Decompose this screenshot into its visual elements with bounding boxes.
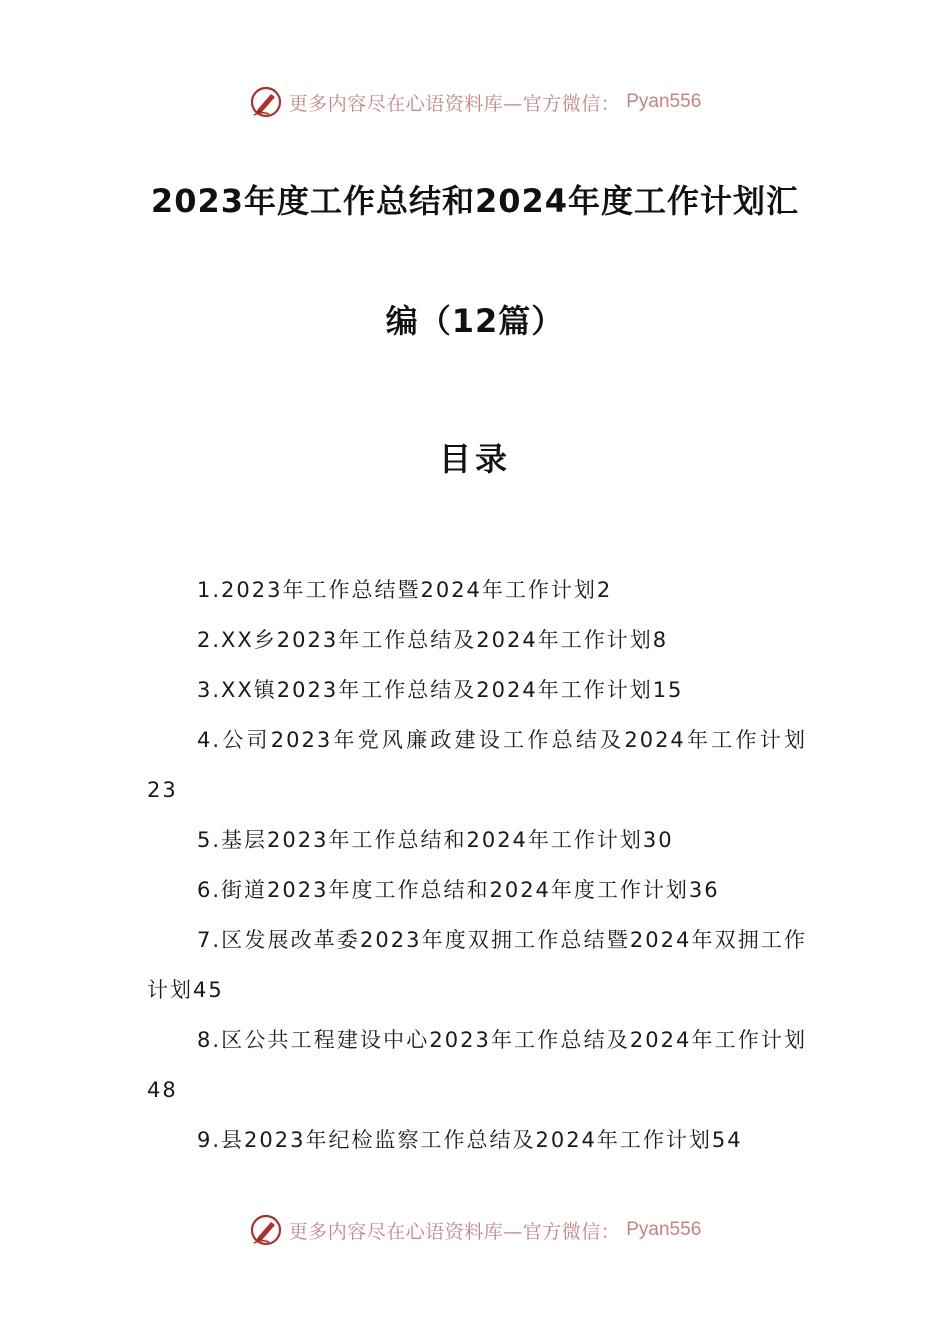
toc-item[interactable]: 1.2023年工作总结暨2024年工作计划2 [197, 578, 613, 602]
toc-item[interactable]: 7.区发展改革委2023年度双拥工作总结暨2024年双拥工作计划45 [147, 928, 807, 1002]
toc-item[interactable]: 9.县2023年纪检监察工作总结及2024年工作计划54 [197, 1128, 743, 1152]
document-title-line-2: 编（12篇） [385, 302, 565, 340]
toc-item[interactable]: 6.街道2023年度工作总结和2024年度工作计划36 [197, 878, 720, 902]
document-title-line-1: 2023年度工作总结和2024年度工作计划汇 [150, 182, 800, 220]
pen-logo-icon [249, 1213, 283, 1247]
banner-text: 更多内容尽在心语资料库—官方微信： [288, 1220, 621, 1243]
banner-wechat-id: Pyan556 [626, 1219, 702, 1240]
table-of-contents [147, 565, 807, 1165]
toc-item[interactable]: 3.XX镇2023年工作总结及2024年工作计划15 [197, 678, 684, 702]
pen-logo-icon [249, 85, 283, 119]
toc-item[interactable]: 5.基层2023年工作总结和2024年工作计划30 [197, 828, 674, 852]
toc-heading: 目录 [438, 440, 511, 478]
banner-wechat-id: Pyan556 [626, 91, 702, 112]
footer-banner [0, 1210, 950, 1250]
banner-text: 更多内容尽在心语资料库—官方微信： [288, 92, 621, 115]
header-banner [0, 82, 950, 122]
toc-item[interactable]: 8.区公共工程建设中心2023年工作总结及2024年工作计划48 [147, 1028, 807, 1102]
toc-item[interactable]: 4.公司2023年党风廉政建设工作总结及2024年工作计划23 [147, 728, 807, 802]
toc-item[interactable]: 2.XX乡2023年工作总结及2024年工作计划8 [197, 628, 669, 652]
